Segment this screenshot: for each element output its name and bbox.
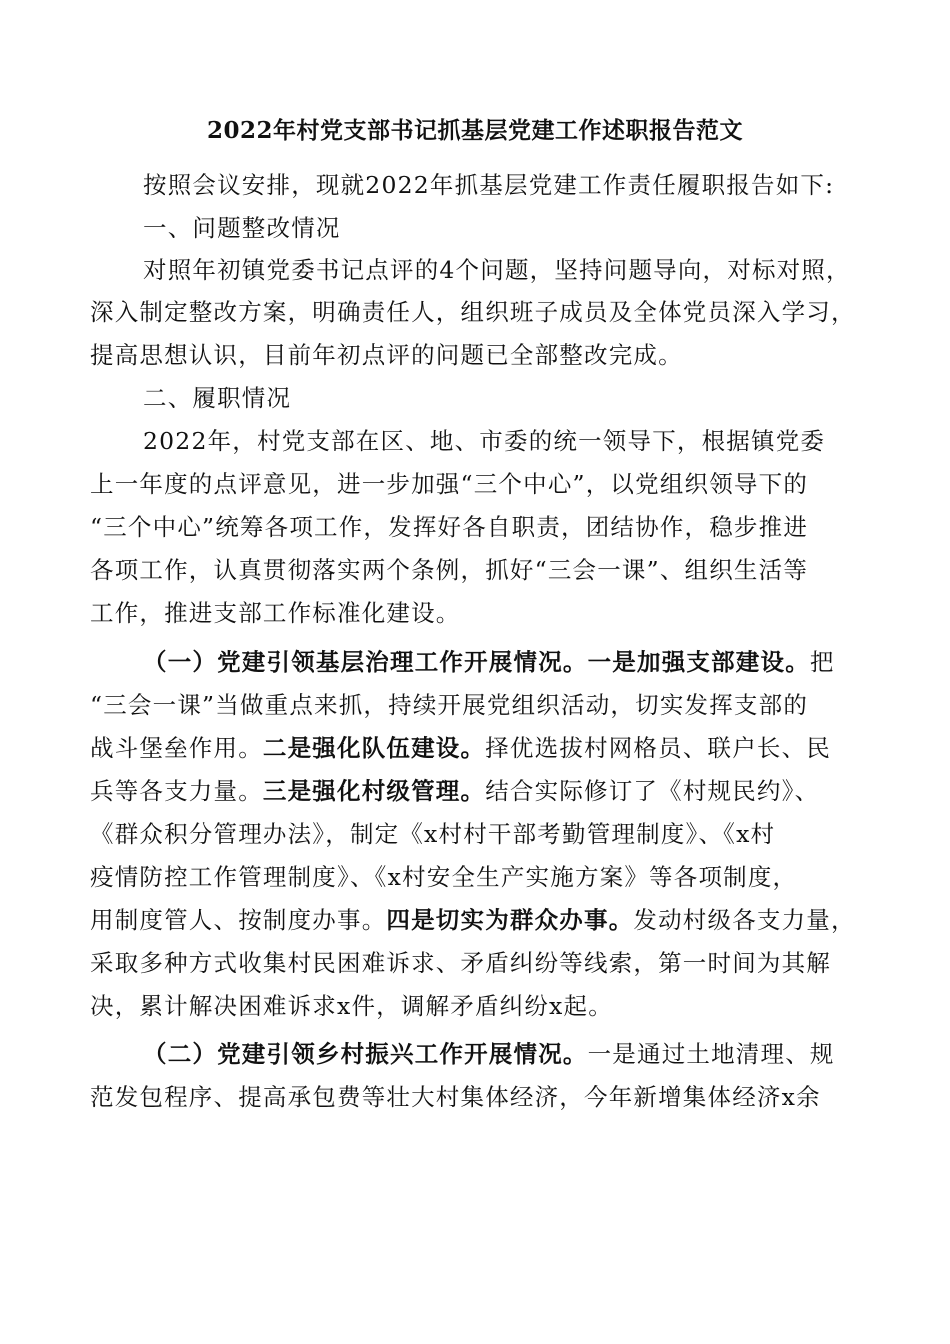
- section2-heading: 二、履职情况: [143, 384, 292, 412]
- sub1-line7-head: 用制度管人、按制度办事。: [90, 906, 387, 934]
- sub1-line7-tail: 发动村级各支力量，: [633, 906, 856, 934]
- sub1-line: [90, 905, 870, 935]
- document-title: 2022年村党支部书记抓基层党建工作述职报告范文: [206, 117, 743, 144]
- sub1-point1-label: 一是加强支部建设。: [587, 648, 810, 676]
- sub1-line: [90, 733, 870, 763]
- sub1-line: 采取多种方式收集村民困难诉求、矛盾纠纷等线索，第一时间为其解: [90, 949, 831, 977]
- sub1-line: “三会一课”当做重点来抓，持续开展党组织活动，切实发挥支部的: [90, 691, 809, 719]
- sub1-point3-label: 三是强化村级管理。: [262, 777, 486, 805]
- sub1-line: 疫情防控工作管理制度》、《x村安全生产实施方案》等各项制度，: [90, 863, 798, 891]
- section1-line: 提高思想认识，目前年初点评的问题已全部整改完成。: [90, 341, 683, 369]
- sub1-line4-tail: 结合实际修订了《村规民约》、: [485, 777, 820, 805]
- sub1-line3-tail: 择优选拔村网格员、联户长、民: [485, 734, 832, 762]
- sub1-line: [143, 647, 923, 677]
- sub1-heading: （一）党建引领基层治理工作开展情况。: [143, 648, 588, 676]
- sub1-point2-label: 二是强化队伍建设。: [262, 734, 486, 762]
- sub2-heading: （二）党建引领乡村振兴工作开展情况。: [143, 1040, 588, 1068]
- sub1-line: [90, 776, 870, 806]
- section2-line: 工作，推进支部工作标准化建设。: [90, 599, 461, 627]
- intro-paragraph: 按照会议安排，现就2022年抓基层党建工作责任履职报告如下:: [143, 171, 835, 199]
- sub2-line: [143, 1039, 923, 1069]
- sub1-line3-head: 战斗堡垒作用。: [90, 734, 263, 762]
- sub1-line: 决，累计解决困难诉求x件，调解矛盾纠纷x起。: [90, 992, 613, 1020]
- sub2-line: 范发包程序、提高承包费等壮大村集体经济，今年新增集体经济x余: [90, 1083, 821, 1111]
- section2-line: 2022年，村党支部在区、地、市委的统一领导下，根据镇党委: [143, 427, 826, 455]
- section2-line: 各项工作，认真贯彻落实两个条例，抓好“三会一课”、组织生活等: [90, 556, 809, 584]
- sub1-line: 《群众积分管理办法》，制定《x村村干部考勤管理制度》、《x村: [90, 820, 776, 848]
- section1-line: 对照年初镇党委书记点评的4个问题，坚持问题导向，对标对照，: [143, 256, 851, 284]
- sub1-point4-label: 四是切实为群众办事。: [386, 906, 634, 934]
- sub2-line1-tail: 一是通过土地清理、规: [587, 1040, 835, 1068]
- section1-line: 深入制定整改方案，明确责任人，组织班子成员及全体党员深入学习，: [90, 298, 856, 326]
- sub1-line4-head: 兵等各支力量。: [90, 777, 263, 805]
- sub1-line1-tail: 把: [809, 648, 835, 676]
- section2-line: “三个中心”统筹各项工作，发挥好各自职责，团结协作，稳步推进: [90, 513, 809, 541]
- section2-line: 上一年度的点评意见，进一步加强“三个中心”，以党组织领导下的: [90, 470, 809, 498]
- section1-heading: 一、问题整改情况: [143, 214, 341, 242]
